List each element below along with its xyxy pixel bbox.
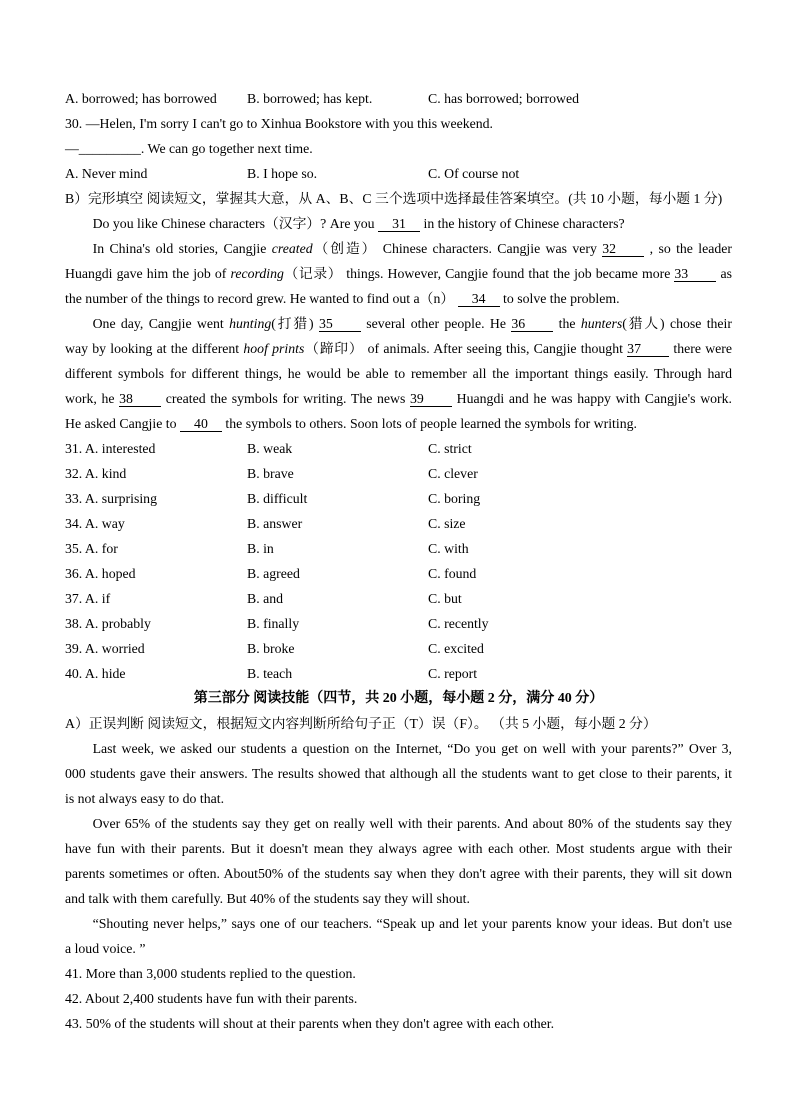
- cloze-text: as: [716, 266, 732, 281]
- cloze-text: Do you like Chinese characters（汉字）? Are you: [92, 216, 379, 231]
- option-b: B. finally: [247, 616, 300, 631]
- cloze-text: way by looking at the different: [65, 341, 244, 356]
- passage-line: “Shouting never helps,” says one of our teachers. “Speak up and let your parents know your ideas. But don't use: [92, 916, 732, 931]
- option-a: 35. A. for: [65, 541, 118, 556]
- reading-instruction: A）正误判断 阅读短文，根据短文内容判断所给句子正（T）误（F）。 （共 5 小题，每小题 2 分）: [65, 716, 657, 731]
- option-c: C. report: [428, 666, 478, 681]
- cloze-line: [65, 261, 732, 286]
- cloze-question-32: [65, 461, 732, 486]
- cloze-question-33: [65, 486, 732, 511]
- cloze-question-34: [65, 511, 732, 536]
- q29-option-c: C. has borrowed; borrowed: [428, 91, 579, 106]
- blank-32: 32: [602, 242, 644, 257]
- option-b: B. teach: [247, 666, 293, 681]
- option-c: C. recently: [428, 616, 489, 631]
- cloze-question-31: [65, 436, 732, 461]
- cloze-line: [65, 236, 732, 261]
- blank-34: 34: [458, 292, 500, 307]
- cloze-text: (猎人) chose their: [622, 316, 732, 331]
- cloze-text: In China's old stories, Cangjie: [92, 241, 272, 256]
- blank-35: 35: [319, 317, 361, 332]
- option-c: C. found: [428, 566, 477, 581]
- cloze-text: in the history of Chinese characters?: [420, 216, 625, 231]
- option-b: B. weak: [247, 441, 293, 456]
- italic-word: created: [271, 241, 313, 256]
- cloze-question-35: [65, 536, 732, 561]
- option-a: 39. A. worried: [65, 641, 145, 656]
- cloze-text: （蹄印） of animals. After seeing this, Cangjie thought: [304, 341, 628, 356]
- passage-line: have fun with their parents. But it doesn't mean they always agree with each other. Most students argue with their: [65, 841, 732, 856]
- blank-33: 33: [674, 267, 716, 282]
- cloze-text: the number of the things to record grew. He wanted to find out a（n）: [65, 291, 458, 306]
- blank-36: 36: [511, 317, 553, 332]
- cloze-line: [65, 386, 732, 411]
- q30-response: —_________. We can go together next time.: [65, 141, 313, 156]
- cloze-question-36: [65, 561, 732, 586]
- cloze-line: [65, 286, 732, 311]
- cloze-text: One day, Cangjie went: [92, 316, 230, 331]
- cloze-line: [65, 361, 732, 386]
- cloze-text: different symbols for different things, he would be able to remember all the important things easily. Through hard: [65, 366, 732, 381]
- q29-option-a: A. borrowed; has borrowed: [65, 91, 217, 106]
- passage-line: Over 65% of the students say they get on really well with their parents. And about 80% of the students say they: [92, 816, 732, 831]
- option-a: 31. A. interested: [65, 441, 156, 456]
- option-a: 37. A. if: [65, 591, 111, 606]
- italic-word: hunting: [229, 316, 272, 331]
- cloze-text: （创造） Chinese characters. Cangjie was very: [312, 241, 603, 256]
- option-b: B. answer: [247, 516, 303, 531]
- option-c: C. boring: [428, 491, 481, 506]
- cloze-line: [65, 211, 732, 236]
- cloze-text: （记录） things. However, Cangjie found that the job became more: [283, 266, 675, 281]
- option-b: B. agreed: [247, 566, 300, 581]
- blank-39: 39: [410, 392, 452, 407]
- passage-line: 000 students gave their answers. The results showed that although all the students want to get close to their parents, it: [65, 766, 732, 781]
- cloze-text: He asked Cangjie to: [65, 416, 180, 431]
- option-c: C. size: [428, 516, 466, 531]
- section-heading: 第三部分 阅读技能（四节，共 20 小题，每小题 2 分，满分 40 分）: [193, 691, 604, 706]
- blank-40: 40: [180, 417, 222, 432]
- option-b: B. and: [247, 591, 284, 606]
- exam-page: [65, 86, 732, 1036]
- q30-question: 30. —Helen, I'm sorry I can't go to Xinhua Bookstore with you this weekend.: [65, 116, 493, 131]
- option-a: 40. A. hide: [65, 666, 126, 681]
- option-a: 33. A. surprising: [65, 491, 157, 506]
- option-b: B. in: [247, 541, 274, 556]
- option-c: C. but: [428, 591, 462, 606]
- option-a: 36. A. hoped: [65, 566, 136, 581]
- passage-line: Last week, we asked our students a question on the Internet, “Do you get on well with your parents?” Over 3,: [92, 741, 732, 756]
- option-c: C. strict: [428, 441, 472, 456]
- q30-option-a: A. Never mind: [65, 166, 148, 181]
- cloze-text: (打猎): [271, 316, 319, 331]
- cloze-line: [65, 336, 732, 361]
- q30-options: [65, 161, 732, 186]
- cloze-text: Huangdi and he was happy with Cangjie's work.: [452, 391, 732, 406]
- statement-41: 41. More than 3,000 students replied to the question.: [65, 966, 356, 981]
- blank-31: 31: [378, 217, 420, 232]
- option-c: C. with: [428, 541, 469, 556]
- cloze-question-39: [65, 636, 732, 661]
- blank-38: 38: [119, 392, 161, 407]
- passage-line: parents sometimes or often. About50% of the students say when they don't agree with their parents, they will sit down: [65, 866, 732, 881]
- passage-line: a loud voice. ”: [65, 941, 146, 956]
- q29-options: [65, 86, 732, 111]
- q29-option-b: B. borrowed; has kept.: [247, 91, 373, 106]
- option-b: B. brave: [247, 466, 294, 481]
- passage-line: is not always easy to do that.: [65, 791, 225, 806]
- blank-37: 37: [627, 342, 669, 357]
- cloze-text: several other people. He: [360, 316, 512, 331]
- cloze-text: the symbols to others. Soon lots of people learned the symbols for writing.: [221, 416, 637, 431]
- cloze-text: created the symbols for writing. The news: [161, 391, 411, 406]
- cloze-text: work, he: [65, 391, 120, 406]
- statement-43: 43. 50% of the students will shout at their parents when they don't agree with each other.: [65, 1016, 555, 1031]
- option-a: 38. A. probably: [65, 616, 151, 631]
- cloze-line: [65, 411, 732, 436]
- cloze-text: there were: [669, 341, 733, 356]
- cloze-question-37: [65, 586, 732, 611]
- cloze-text: Huangdi gave him the job of: [65, 266, 231, 281]
- italic-word: hoof prints: [243, 341, 305, 356]
- cloze-text: the: [553, 316, 581, 331]
- option-b: B. difficult: [247, 491, 308, 506]
- italic-word: hunters: [580, 316, 623, 331]
- cloze-text: , so the leader: [644, 241, 732, 256]
- cloze-question-38: [65, 611, 732, 636]
- option-a: 32. A. kind: [65, 466, 127, 481]
- option-b: B. broke: [247, 641, 295, 656]
- cloze-text: to solve the problem.: [499, 291, 620, 306]
- cloze-instruction: B）完形填空 阅读短文，掌握其大意，从 A、B、C 三个选项中选择最佳答案填空。(共 10 小题，每小题 1 分): [65, 191, 723, 206]
- cloze-question-40: [65, 661, 732, 686]
- option-c: C. excited: [428, 641, 484, 656]
- option-c: C. clever: [428, 466, 478, 481]
- q30-option-b: B. I hope so.: [247, 166, 318, 181]
- italic-word: recording: [230, 266, 284, 281]
- option-a: 34. A. way: [65, 516, 125, 531]
- statement-42: 42. About 2,400 students have fun with their parents.: [65, 991, 358, 1006]
- q30-option-c: C. Of course not: [428, 166, 520, 181]
- cloze-line: [65, 311, 732, 336]
- passage-line: and talk with them carefully. But 40% of the students say they will shout.: [65, 891, 470, 906]
